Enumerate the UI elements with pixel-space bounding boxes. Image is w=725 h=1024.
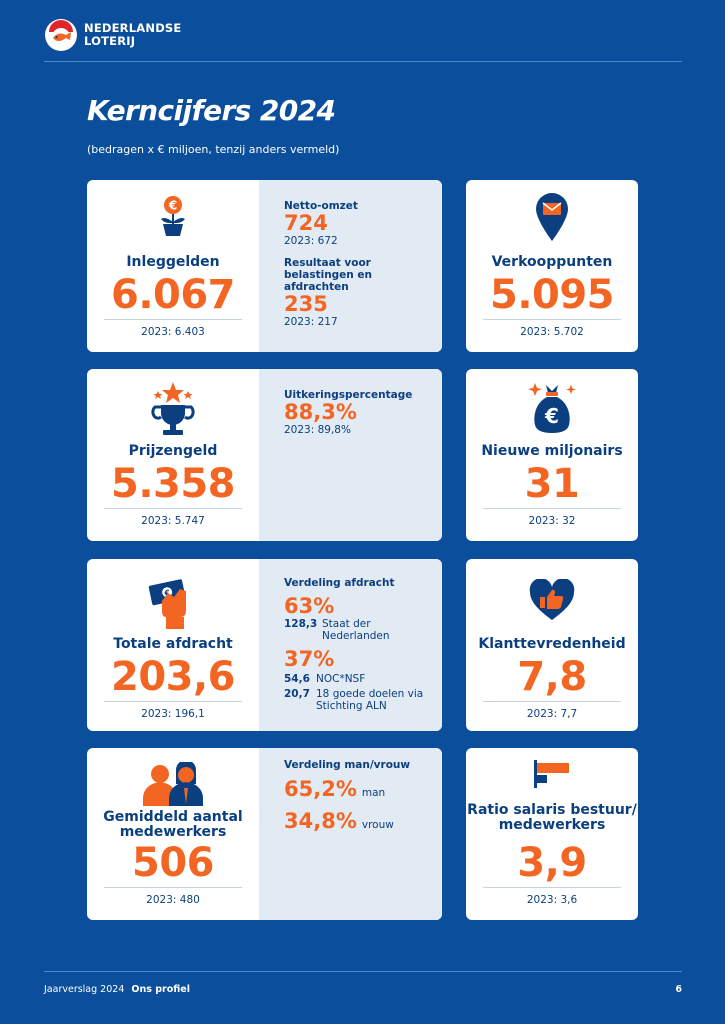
card-prijzengeld — [87, 369, 442, 541]
afdracht-row-nocnsf — [284, 673, 432, 685]
svg-text:€: € — [168, 198, 178, 213]
verkooppunten-prev: 2023: 5.702 — [520, 326, 584, 338]
miljonairs-value: 31 — [524, 461, 580, 507]
medewerkers-label: Gemiddeld aantal medewerkers — [103, 809, 243, 840]
netto-omzet-value: 724 — [284, 211, 328, 235]
afdracht-share-1: 63% — [284, 594, 335, 618]
afdracht-value: 203,6 — [110, 654, 236, 700]
money-plant-icon — [155, 194, 191, 236]
svg-text:€: € — [163, 588, 172, 599]
page-title: Kerncijfers 2024 — [87, 94, 336, 127]
page-subtitle: (bedragen x € miljoen, tenzij anders vermeld) — [87, 143, 340, 156]
medewerkers-value: 506 — [132, 840, 214, 886]
vrouw-value: 34,8% — [284, 809, 357, 833]
page-number: 6 — [675, 984, 682, 995]
afdracht-row-text: NOC*NSF — [316, 673, 366, 685]
verkooppunten-divider — [483, 319, 621, 320]
verkooppunten-label: Verkooppunten — [491, 254, 613, 270]
heart-thumbs-up-icon — [529, 579, 575, 621]
miljonairs-divider — [483, 508, 621, 509]
brand-header — [44, 18, 181, 52]
afdracht-label: Totale afdracht — [113, 636, 233, 652]
card-afdracht — [87, 559, 442, 731]
inleggelden-prev: 2023: 6.403 — [141, 326, 205, 338]
klanttevredenheid-label: Klanttevredenheid — [478, 636, 626, 652]
afdracht-row-text: Staat der Nederlanden — [322, 618, 390, 642]
afdracht-row-number: 20,7 — [284, 688, 310, 700]
footer-report — [44, 984, 190, 995]
location-pin-ticket-icon — [535, 192, 569, 242]
prijzengeld-divider — [104, 508, 242, 509]
card-medewerkers — [87, 748, 442, 920]
hand-banknote-icon — [146, 571, 200, 631]
afdracht-row-staat — [284, 618, 432, 642]
footer-divider — [44, 971, 682, 972]
man-share — [284, 778, 432, 805]
afdracht-row-text: 18 goede doelen via Stichting ALN — [316, 688, 424, 712]
ratio-prev: 2023: 3,6 — [526, 894, 578, 906]
svg-text:€: € — [545, 404, 559, 428]
card-miljonairs — [466, 369, 638, 541]
brand-line-2: LOTERIJ — [84, 34, 136, 48]
ratio-divider — [483, 887, 621, 888]
prijzengeld-prev: 2023: 5.747 — [141, 515, 205, 527]
afdracht-row-number: 128,3 — [284, 618, 318, 630]
netto-omzet-prev: 2023: 672 — [284, 235, 338, 247]
inleggelden-value: 6.067 — [110, 272, 236, 318]
afdracht-details — [259, 559, 442, 731]
medewerkers-divider — [104, 887, 242, 888]
card-klanttevredenheid — [466, 559, 638, 731]
prijzengeld-details — [259, 369, 442, 541]
afdracht-row-aln — [284, 688, 432, 712]
resultaat-prev: 2023: 217 — [284, 316, 338, 328]
card-verkooppunten — [466, 180, 638, 352]
inleggelden-divider — [104, 319, 242, 320]
card-ratio — [466, 748, 638, 920]
klanttevredenheid-value: 7,8 — [517, 654, 587, 700]
vrouw-share — [284, 810, 432, 837]
klanttevredenheid-divider — [483, 701, 621, 702]
brand-line-1: NEDERLANDSE — [84, 21, 182, 35]
salary-ratio-bars-icon — [532, 760, 572, 788]
medewerkers-prev: 2023: 480 — [146, 894, 200, 906]
uitkeringspercentage-prev: 2023: 89,8% — [284, 424, 351, 436]
miljonairs-label: Nieuwe miljonairs — [481, 443, 623, 459]
card-inleggelden — [87, 180, 442, 352]
uitkeringspercentage-label: Uitkeringspercentage — [284, 389, 413, 401]
afdracht-divider — [104, 701, 242, 702]
ratio-value: 3,9 — [517, 840, 587, 886]
header-divider — [44, 61, 682, 62]
trophy-icon — [148, 381, 198, 437]
people-icon — [140, 762, 206, 806]
vrouw-label: vrouw — [361, 819, 394, 831]
netto-omzet-label: Netto-omzet — [284, 200, 358, 212]
prijzengeld-value: 5.358 — [110, 461, 236, 507]
money-bag-icon — [525, 379, 579, 435]
miljonairs-prev: 2023: 32 — [528, 515, 576, 527]
lottery-logo-icon — [44, 18, 78, 52]
verkooppunten-value: 5.095 — [489, 272, 615, 318]
man-label: man — [361, 787, 386, 799]
brand-name — [84, 22, 181, 48]
verdeling-afdracht-title: Verdeling afdracht — [284, 577, 395, 589]
uitkeringspercentage-value: 88,3% — [284, 400, 357, 424]
resultaat-value: 235 — [284, 292, 328, 316]
ratio-label: Ratio salaris bestuur/ medewerkers — [467, 802, 637, 833]
afdracht-prev: 2023: 196,1 — [141, 708, 205, 720]
resultaat-label: Resultaat voor belastingen en afdrachten — [284, 257, 373, 293]
afdracht-share-2: 37% — [284, 647, 335, 671]
prijzengeld-label: Prijzengeld — [128, 443, 218, 459]
inleggelden-label: Inleggelden — [126, 254, 220, 270]
medewerkers-details — [259, 748, 442, 920]
afdracht-row-number: 54,6 — [284, 673, 310, 685]
verdeling-man-vrouw-title: Verdeling man/vrouw — [284, 759, 411, 771]
footer-report-title: Jaarverslag 2024 — [44, 984, 125, 995]
footer-section: Ons profiel — [131, 984, 190, 995]
klanttevredenheid-prev: 2023: 7,7 — [526, 708, 578, 720]
man-value: 65,2% — [284, 777, 357, 801]
inleggelden-details — [259, 180, 442, 352]
